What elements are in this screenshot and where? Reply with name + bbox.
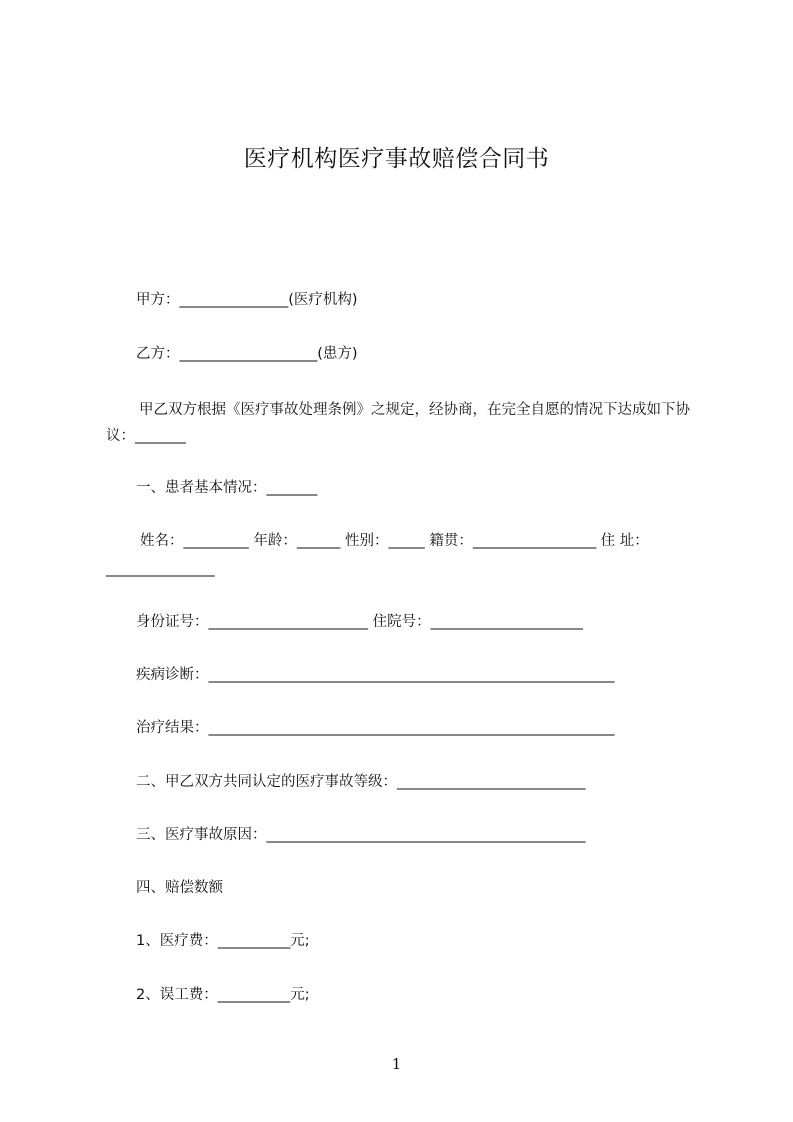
party-a-line: 甲方：_______________(医疗机构) [136,292,358,308]
compensation-item-2: 2、误工费：__________元; [136,987,310,1003]
intro-paragraph: 甲乙双方根据《医疗事故处理条例》之规定，经协商，在完全自愿的情况下达成如下协议：_______ [106,402,690,444]
page-number: 1 [391,1055,402,1073]
id-number-line: 身份证号：______________________ 住院号：_____________________ [136,614,583,630]
section1-title: 一、患者基本情况：_______ [136,480,318,496]
party-b-line: 乙方：___________________(患方) [136,346,358,362]
patient-info-line: 姓名：_________ 年龄：______ 性别：_____ 籍贯：_________________ 住 址： [140,533,649,549]
document-title: 医疗机构医疗事故赔偿合同书 [243,146,550,172]
section4-title: 四、赔偿数额 [136,880,223,896]
compensation-item-1: 1、医疗费：__________元; [136,933,310,949]
section3-line: 三、医疗事故原因：____________________________________________ [136,827,586,843]
address-blank-line: _______________ [106,561,215,577]
diagnosis-line: 疾病诊断：________________________________________________________ [136,667,615,683]
section2-line: 二、甲乙双方共同认定的医疗事故等级：__________________________ [136,774,586,790]
treatment-result-line: 治疗结果：________________________________________________________ [136,720,615,736]
